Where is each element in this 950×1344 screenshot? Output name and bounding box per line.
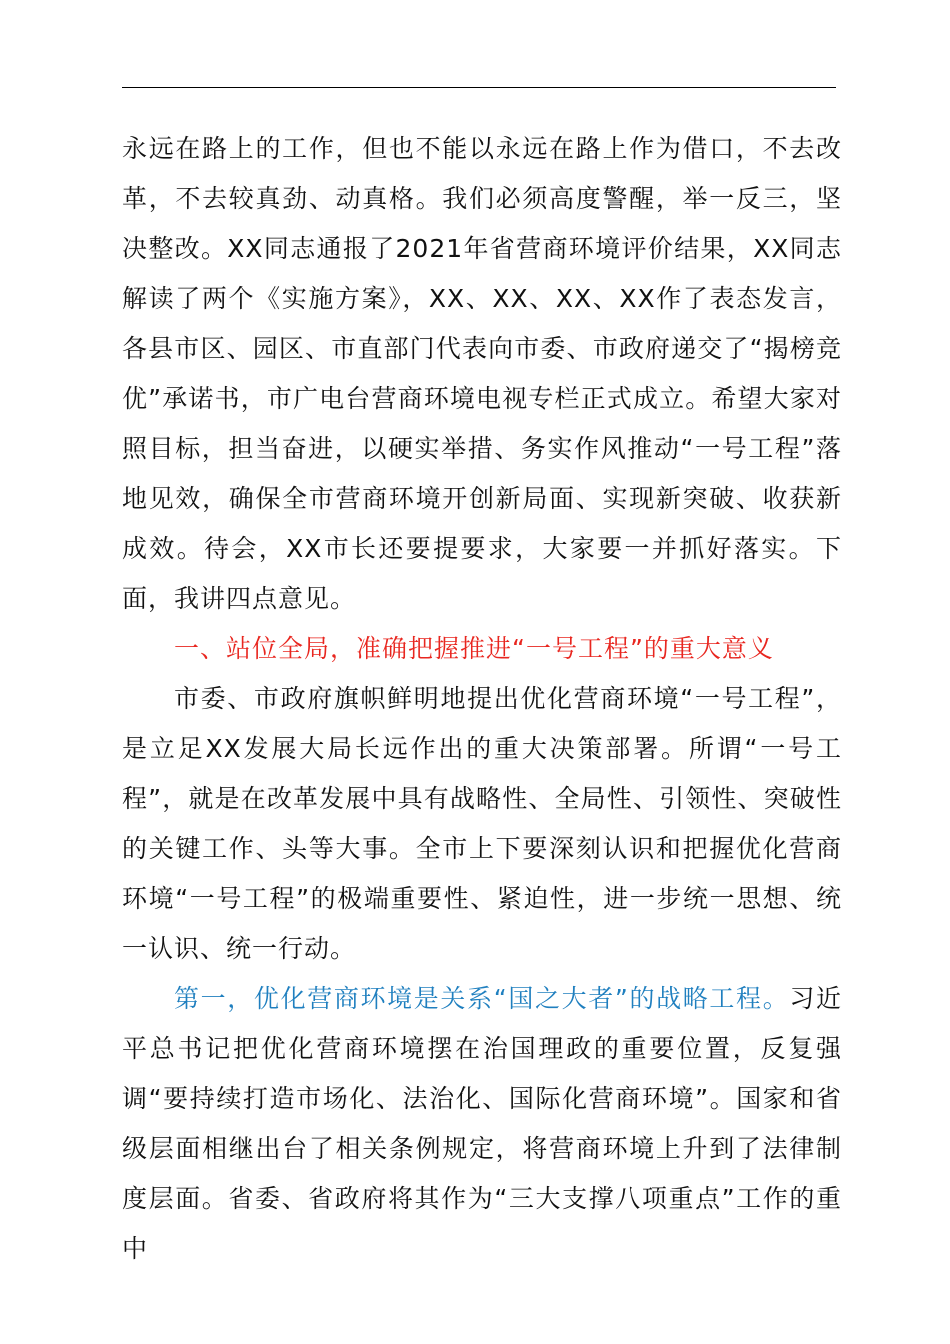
subheading-paragraph — [122, 974, 842, 1274]
subheading-lead: 第一，优化营商环境是关系“国之大者”的战略工程。 — [174, 984, 790, 1013]
header-rule — [122, 87, 836, 88]
section-heading: 一、站位全局，准确把握推进“一号工程”的重大意义 — [174, 634, 774, 663]
body-paragraph: 市委、市政府旗帜鲜明地提出优化营商环境“一号工程”，是立足XX发展大局长远作出的重大决策部署。所谓“一号工程”，就是在改革发展中具有战略性、全局性、引领性、突破性的关键工作、头等大事。全市上下要深刻认识和把握优化营商环境“一号工程”的极端重要性、紧迫性，进一步统一思想、统一认识、统一行动。 — [122, 684, 842, 963]
body-paragraph-continued: 永远在路上的工作，但也不能以永远在路上作为借口，不去改革，不去较真劲、动真格。我们必须高度警醒，举一反三，坚决整改。XX同志通报了2021年省营商环境评价结果，XX同志解读了两个《实施方案》，XX、XX、XX、XX作了表态发言，各县市区、园区、市直部门代表向市委、市政府递交了“揭榜竞优”承诺书，市广电台营商环境电视专栏正式成立。希望大家对照目标，担当奋进，以硬实举措、务实作风推动“一号工程”落地见效，确保全市营商环境开创新局面、实现新突破、收获新成效。待会，XX市长还要提要求，大家要一并抓好落实。下面，我讲四点意见。 — [122, 134, 842, 613]
subheading-text: 习近平总书记把优化营商环境摆在治国理政的重要位置，反复强调“要持续打造市场化、法治化、国际化营商环境”。国家和省级层面相继出台了相关条例规定，将营商环境上升到了法律制度层面。省委、省政府将其作为“三大支撑八项重点”工作的重中 — [122, 984, 842, 1263]
document-body — [122, 124, 842, 1274]
